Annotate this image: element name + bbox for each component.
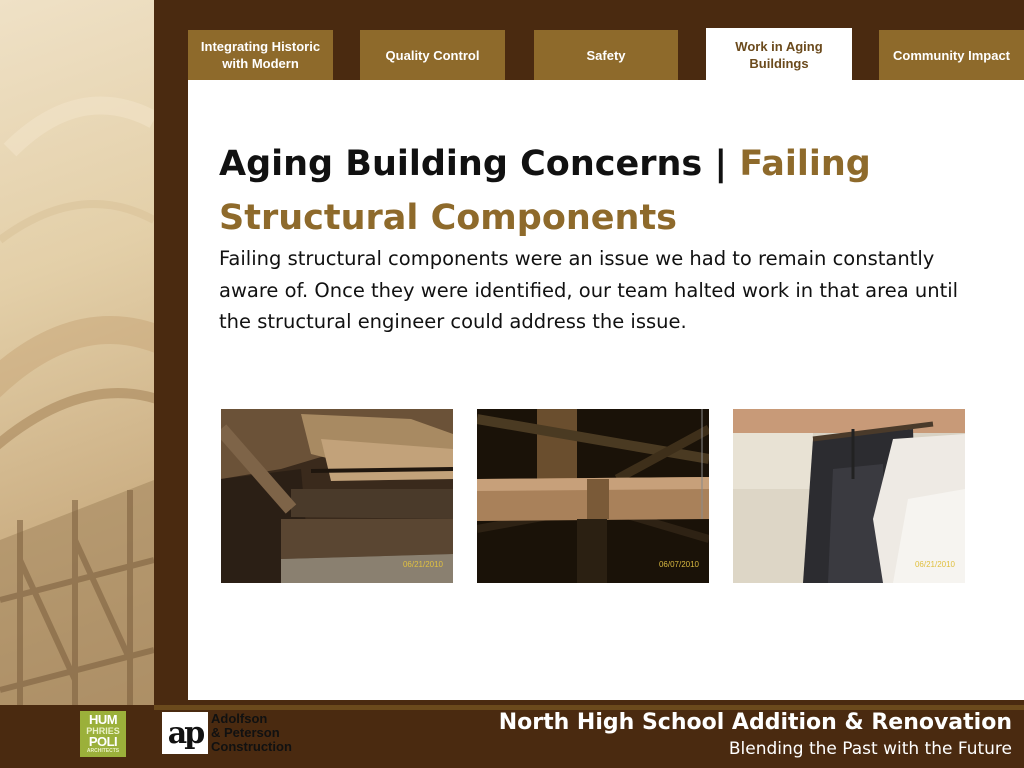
slide-body-text: Failing structural components were an issue we had to remain constantly aware of. Once they were identified, our team halted work in that area until the structural engineer could address the issue. <box>219 247 959 333</box>
adolfson-peterson-logo-mark: ap <box>162 712 208 754</box>
footer-project-title: North High School Addition & Renovation <box>498 710 1012 735</box>
structural-photo-3 <box>733 409 965 583</box>
left-frame <box>154 0 188 705</box>
slide-title <box>219 137 979 245</box>
tab-safety[interactable]: Safety <box>534 30 678 80</box>
photo-3-date: 06/21/2010 <box>914 560 955 569</box>
hpa-logo-line1: HUM <box>88 711 118 727</box>
hpa-logo-line4: ARCHITECTS <box>86 747 120 754</box>
tab-integrating-historic[interactable]: Integrating Historic with Modern <box>188 30 333 80</box>
slide-title-accent: Failing Structural Components <box>219 144 871 238</box>
tab-work-in-aging-buildings[interactable]: Work in Aging Buildings <box>706 28 852 81</box>
footer-tagline: Blending the Past with the Future <box>728 739 1012 759</box>
tab-community-impact[interactable]: Community Impact <box>879 30 1024 80</box>
slide-title-main: Aging Building Concerns | <box>219 144 740 184</box>
arch-window-graphic <box>0 0 154 768</box>
top-frame <box>154 0 1024 28</box>
photo-1-image <box>221 409 453 583</box>
hpa-logo-line3: POLI <box>88 733 118 749</box>
photo-2-date: 06/07/2010 <box>658 560 699 569</box>
structural-photo-2 <box>477 409 709 583</box>
decorative-architecture-panel <box>0 0 154 768</box>
ap-logo-line3: Construction <box>211 739 292 754</box>
ap-logo-line1: Adolfson <box>211 711 268 726</box>
adolfson-peterson-logo-name <box>211 712 311 754</box>
photo-3-image <box>733 409 965 583</box>
hpa-logo-line2: PHRIES <box>86 725 120 736</box>
photo-1-date: 06/21/2010 <box>402 560 443 569</box>
tab-quality-control[interactable]: Quality Control <box>360 30 505 80</box>
structural-photo-1 <box>221 409 453 583</box>
photo-2-image <box>477 409 709 583</box>
ap-logo-line2: & Peterson <box>211 725 280 740</box>
humphries-poli-logo <box>80 711 126 757</box>
